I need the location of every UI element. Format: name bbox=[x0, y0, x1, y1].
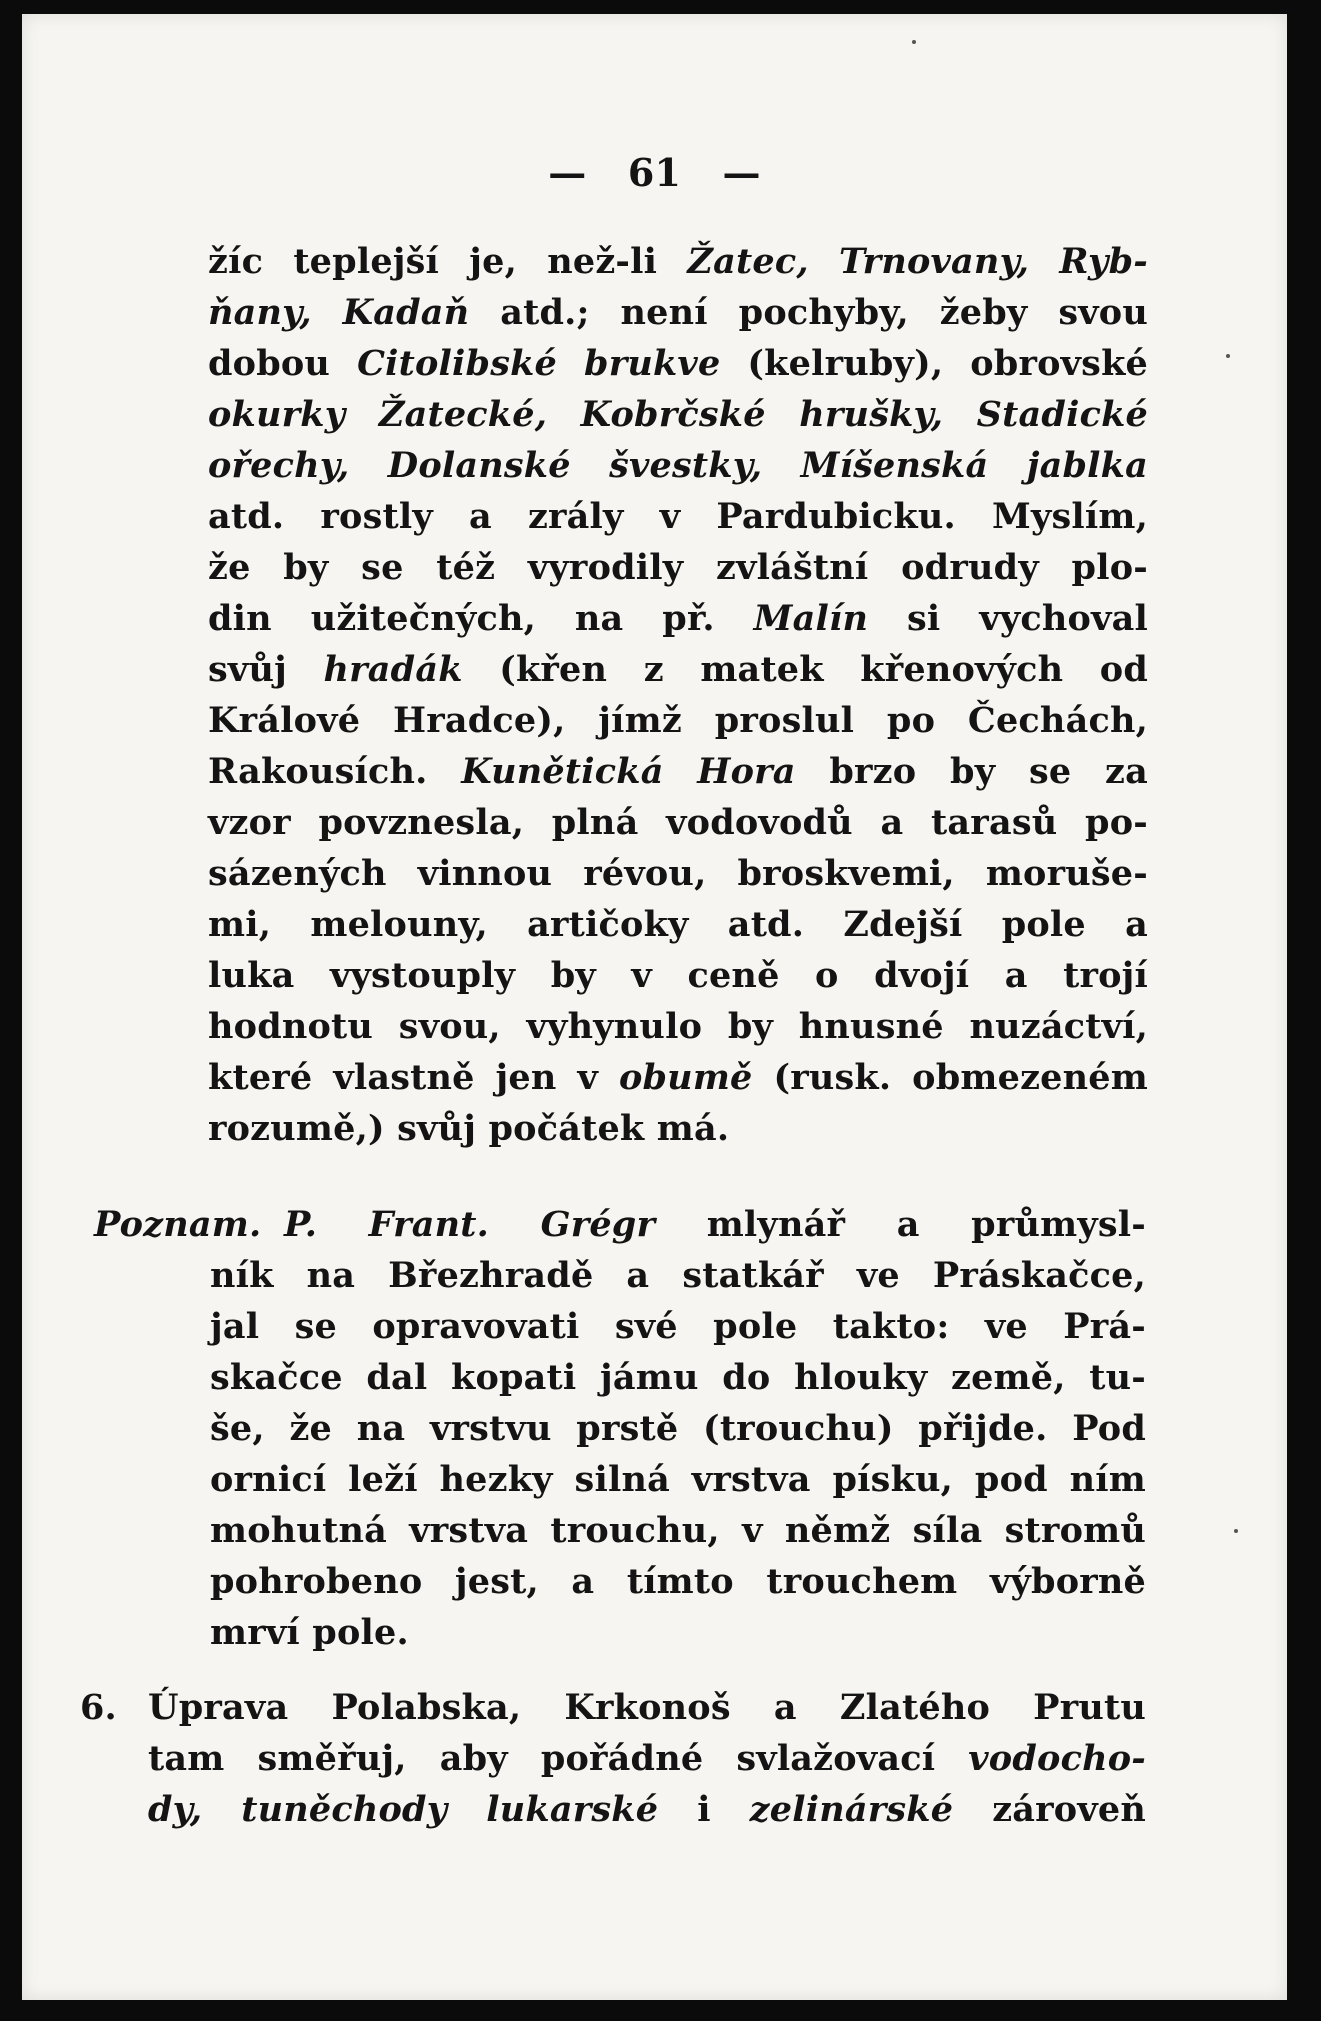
text-run: svůj bbox=[208, 649, 324, 690]
text-line bbox=[210, 1301, 1146, 1352]
italic-run: dy, tuněchody lukarské bbox=[148, 1789, 659, 1830]
text-run: že by se též vyrodily zvláštní odrudy plo- bbox=[208, 547, 1148, 588]
text-line bbox=[208, 848, 1148, 899]
italic-run: Žatec, Trnovany, Ryb- bbox=[687, 241, 1148, 282]
italic-run: obumě bbox=[618, 1057, 753, 1098]
text-line bbox=[208, 1001, 1148, 1052]
italic-run: zelinárské bbox=[749, 1789, 954, 1830]
text-line bbox=[208, 797, 1148, 848]
text-line bbox=[80, 1682, 1146, 1733]
text-line bbox=[208, 440, 1148, 491]
text-line bbox=[210, 1352, 1146, 1403]
text-line bbox=[210, 1607, 1146, 1658]
main-paragraph bbox=[208, 236, 1148, 1154]
text-line bbox=[208, 1103, 1148, 1154]
text-run: jal se opravovati své pole takto: ve Prá- bbox=[210, 1306, 1146, 1347]
text-line bbox=[208, 542, 1148, 593]
text-line bbox=[210, 1250, 1146, 1301]
text-line bbox=[208, 950, 1148, 1001]
item-line-wrap bbox=[80, 1682, 1146, 1733]
text-run: (kelruby), obrovské bbox=[720, 343, 1148, 384]
note-paragraph bbox=[94, 1199, 1146, 1658]
text-line bbox=[208, 593, 1148, 644]
item-number: 6. bbox=[80, 1687, 117, 1728]
text-run: sázených vinnou révou, broskvemi, moruše- bbox=[208, 853, 1148, 894]
text-line bbox=[208, 389, 1148, 440]
item-line-wrap bbox=[80, 1733, 1146, 1784]
item-line-wrap bbox=[80, 1784, 1146, 1835]
text-run: (křen z matek křenových od bbox=[462, 649, 1149, 690]
italic-run: hradák bbox=[323, 649, 463, 690]
text-run: mi, melouny, artičoky atd. Zdejší pole a bbox=[208, 904, 1148, 945]
text-line bbox=[148, 1784, 1146, 1835]
text-line bbox=[208, 491, 1148, 542]
italic-run: Citolibské brukve bbox=[357, 343, 721, 384]
page-edge-shadow bbox=[1293, 0, 1313, 2021]
text-line bbox=[208, 695, 1148, 746]
text-line bbox=[208, 899, 1148, 950]
text-run: i bbox=[658, 1789, 750, 1830]
text-run: luka vystouply by v ceně o dvojí a trojí bbox=[208, 955, 1148, 996]
text-run: mohutná vrstva trouchu, v němž síla stromů bbox=[210, 1510, 1146, 1551]
note-line-wrap bbox=[94, 1250, 1146, 1301]
text-run: tam směřuj, aby pořádné svlažovací bbox=[148, 1738, 969, 1779]
text-line bbox=[210, 1403, 1146, 1454]
text-line bbox=[208, 338, 1148, 389]
text-line bbox=[148, 1733, 1146, 1784]
text-line bbox=[208, 1052, 1148, 1103]
note-line-wrap bbox=[94, 1454, 1146, 1505]
text-run: dobou bbox=[208, 343, 358, 384]
text-run: žíc teplejší je, než-li bbox=[208, 241, 688, 282]
text-run: mrví pole. bbox=[210, 1612, 409, 1653]
text-run: vzor povznesla, plná vodovodů a tarasů po- bbox=[208, 802, 1148, 843]
text-run: mlynář a průmysl- bbox=[655, 1204, 1146, 1245]
text-run: atd. rostly a zrály v Pardubicku. Myslím, bbox=[208, 496, 1148, 537]
note-line-wrap bbox=[94, 1505, 1146, 1556]
note-label: Poznam. bbox=[94, 1204, 262, 1245]
italic-run: okurky Žatecké, Kobrčské hrušky, Stadické bbox=[208, 394, 1148, 435]
text-run: brzo by se za bbox=[795, 751, 1148, 792]
italic-run: P. Frant. Grégr bbox=[284, 1204, 656, 1245]
text-run: (rusk. obmezeném bbox=[752, 1057, 1148, 1098]
italic-run: ořechy, Dolanské švestky, Míšenská jablka bbox=[208, 445, 1148, 486]
text-run: hodnotu svou, vyhynulo by hnusné nuzáctví, bbox=[208, 1006, 1148, 1047]
italic-run: Kunětická Hora bbox=[461, 751, 796, 792]
text-run: Úprava Polabska, Krkonoš a Zlatého Prutu bbox=[148, 1687, 1146, 1728]
italic-run: ňany, Kadaň bbox=[208, 292, 470, 333]
text-run: skačce dal kopati jámu do hlouky země, tu- bbox=[210, 1357, 1146, 1398]
note-line-wrap bbox=[94, 1607, 1146, 1658]
text-line bbox=[208, 746, 1148, 797]
scan-speck bbox=[912, 40, 916, 44]
text-run: Králové Hradce), jímž proslul po Čechách, bbox=[208, 700, 1148, 741]
page-number: — 61 — bbox=[548, 150, 761, 195]
note-line-wrap bbox=[94, 1556, 1146, 1607]
text-line bbox=[208, 236, 1148, 287]
text-run: ornicí leží hezky silná vrstva písku, pod ním bbox=[210, 1459, 1146, 1500]
italic-run: vodocho- bbox=[968, 1738, 1146, 1779]
text-line bbox=[94, 1199, 1146, 1250]
text-line bbox=[208, 644, 1148, 695]
text-run: které vlastně jen v bbox=[208, 1057, 619, 1098]
text-run: zároveň bbox=[953, 1789, 1146, 1830]
scan-speck bbox=[1234, 1529, 1238, 1533]
text-run: še, že na vrstvu prstě (trouchu) přijde. Pod bbox=[210, 1408, 1146, 1449]
text-run: rozumě,) svůj počátek má. bbox=[208, 1108, 730, 1149]
note-line-wrap bbox=[94, 1301, 1146, 1352]
note-line-wrap bbox=[94, 1403, 1146, 1454]
text-run: si vychoval bbox=[868, 598, 1149, 639]
note-line-wrap bbox=[94, 1352, 1146, 1403]
note-line-wrap bbox=[94, 1199, 1146, 1250]
text-line bbox=[210, 1556, 1146, 1607]
scan-speck bbox=[1226, 354, 1230, 358]
text-run: din užitečných, na př. bbox=[208, 598, 754, 639]
book-page bbox=[22, 14, 1287, 2000]
text-line bbox=[208, 287, 1148, 338]
text-line bbox=[210, 1454, 1146, 1505]
text-run: Rakousích. bbox=[208, 751, 462, 792]
text-run: ník na Březhradě a statkář ve Práskačce, bbox=[210, 1255, 1146, 1296]
item-6-paragraph bbox=[80, 1682, 1146, 1835]
italic-run: Malín bbox=[753, 598, 869, 639]
text-run: pohrobeno jest, a tímto trouchem výborně bbox=[210, 1561, 1146, 1602]
text-run: atd.; není pochyby, žeby svou bbox=[469, 292, 1148, 333]
text-line bbox=[210, 1505, 1146, 1556]
